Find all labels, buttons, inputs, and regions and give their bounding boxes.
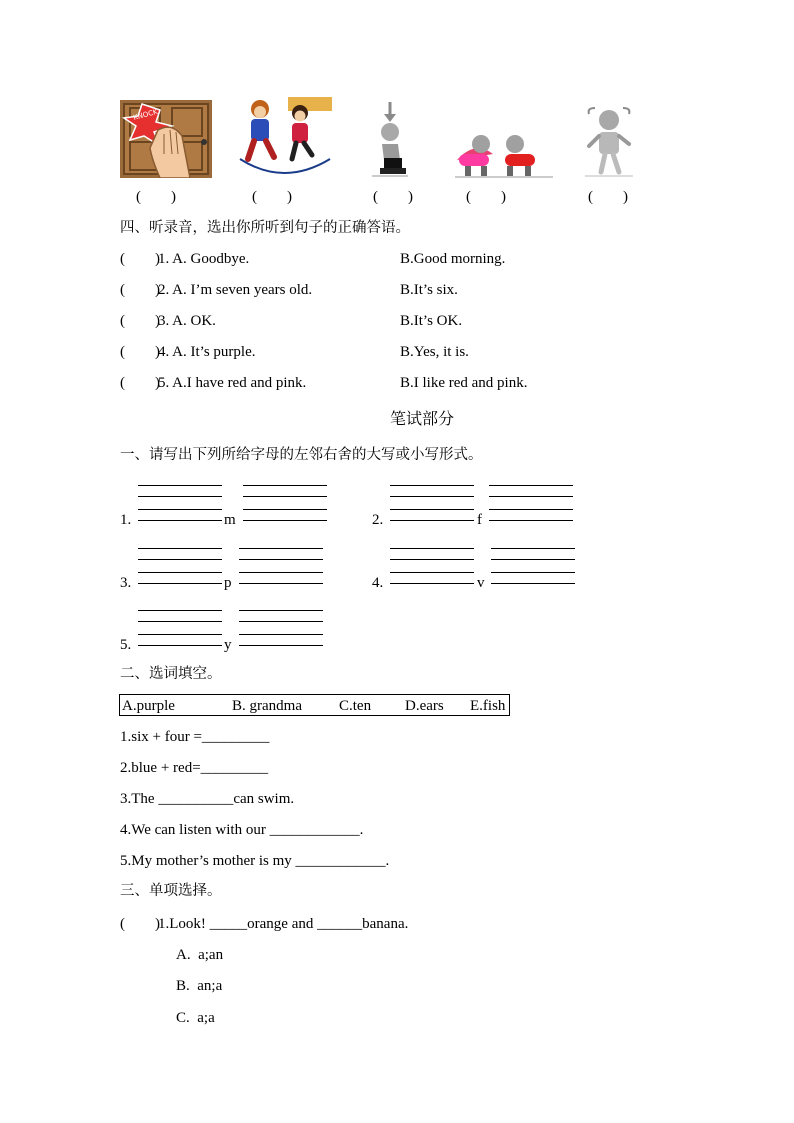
- mc-choice[interactable]: C. a;a: [176, 1010, 215, 1026]
- writing-line[interactable]: [390, 559, 474, 560]
- picture-answer-paren[interactable]: ( ): [466, 189, 506, 205]
- given-letter: m: [224, 512, 236, 528]
- given-letter: y: [224, 637, 232, 653]
- word-option: D.ears: [405, 698, 444, 714]
- word-bank-box: [119, 694, 510, 716]
- option-a: 1. A. Goodbye.: [158, 251, 250, 267]
- writing-line[interactable]: [239, 610, 323, 611]
- picture-sit-down: [370, 100, 410, 178]
- answer-paren[interactable]: ( ): [120, 375, 160, 391]
- fill-question[interactable]: 4.We can listen with our ____________.: [120, 822, 364, 838]
- given-letter: f: [477, 512, 482, 528]
- writing-line[interactable]: [239, 645, 323, 646]
- part1-heading: 一、请写出下列所给字母的左邻右舍的大写或小写形式。: [120, 447, 483, 463]
- writing-line[interactable]: [390, 572, 474, 573]
- option-b: B.Good morning.: [400, 251, 506, 267]
- mc-choice[interactable]: A. a;an: [176, 947, 224, 963]
- option-a: 2. A. I’m seven years old.: [158, 282, 313, 298]
- writing-line[interactable]: [138, 621, 222, 622]
- letter-item-number: 2.: [372, 512, 384, 528]
- word-option: E.fish: [470, 698, 506, 714]
- letter-item-number: 3.: [120, 575, 132, 591]
- written-part-title: 笔试部分: [390, 409, 455, 428]
- picture-touch-toes: [455, 130, 553, 178]
- option-a: 4. A. It’s purple.: [158, 344, 256, 360]
- writing-line[interactable]: [138, 548, 222, 549]
- word-option: B. grandma: [232, 698, 302, 714]
- answer-paren[interactable]: ( ): [120, 916, 160, 932]
- writing-line[interactable]: [138, 645, 222, 646]
- writing-line[interactable]: [243, 485, 327, 486]
- writing-line[interactable]: [390, 485, 474, 486]
- fill-question[interactable]: 5.My mother’s mother is my ____________.: [120, 853, 390, 869]
- picture-answer-paren[interactable]: ( ): [588, 189, 628, 205]
- option-a: 5. A.I have red and pink.: [158, 375, 307, 391]
- writing-line[interactable]: [390, 509, 474, 510]
- writing-line[interactable]: [489, 509, 573, 510]
- option-b: B.Yes, it is.: [400, 344, 469, 360]
- mc-choice[interactable]: B. an;a: [176, 978, 223, 994]
- writing-line[interactable]: [138, 509, 222, 510]
- picture-answer-paren[interactable]: ( ): [252, 189, 292, 205]
- picture-answer-paren[interactable]: ( ): [373, 189, 413, 205]
- answer-paren[interactable]: ( ): [120, 313, 160, 329]
- picture-kids-jumping: [238, 97, 332, 177]
- mc-question: 1.Look! _____orange and ______banana.: [158, 916, 409, 932]
- writing-line[interactable]: [138, 583, 222, 584]
- writing-line[interactable]: [489, 496, 573, 497]
- writing-line[interactable]: [138, 520, 222, 521]
- writing-line[interactable]: [491, 559, 575, 560]
- letter-item-number: 4.: [372, 575, 384, 591]
- writing-line[interactable]: [138, 485, 222, 486]
- writing-line[interactable]: [491, 583, 575, 584]
- writing-line[interactable]: [390, 548, 474, 549]
- option-b: B.I like red and pink.: [400, 375, 528, 391]
- writing-line[interactable]: [239, 621, 323, 622]
- writing-line[interactable]: [138, 496, 222, 497]
- writing-line[interactable]: [138, 559, 222, 560]
- writing-line[interactable]: [390, 583, 474, 584]
- writing-line[interactable]: [243, 496, 327, 497]
- writing-line[interactable]: [390, 520, 474, 521]
- answer-paren[interactable]: ( ): [120, 251, 160, 267]
- writing-line[interactable]: [489, 520, 573, 521]
- picture-turn-around: [583, 104, 635, 178]
- part2-heading: 二、选词填空。: [120, 666, 222, 682]
- fill-question[interactable]: 3.The __________can swim.: [120, 791, 295, 807]
- given-letter: p: [224, 575, 232, 591]
- svg-text:KNOCK: KNOCK: [132, 107, 159, 122]
- answer-paren[interactable]: ( ): [120, 344, 160, 360]
- writing-line[interactable]: [239, 548, 323, 549]
- writing-line[interactable]: [491, 548, 575, 549]
- word-option: A.purple: [122, 698, 175, 714]
- fill-question[interactable]: 2.blue + red=_________: [120, 760, 269, 776]
- writing-line[interactable]: [239, 634, 323, 635]
- section4-heading: 四、听录音，选出你所听到句子的正确答语。: [120, 220, 410, 236]
- writing-line[interactable]: [489, 485, 573, 486]
- writing-line[interactable]: [243, 520, 327, 521]
- picture-knock-door: [120, 100, 212, 178]
- letter-item-number: 1.: [120, 512, 132, 528]
- writing-line[interactable]: [239, 559, 323, 560]
- fill-question[interactable]: 1.six + four =_________: [120, 729, 270, 745]
- letter-item-number: 5.: [120, 637, 132, 653]
- option-a: 3. A. OK.: [158, 313, 216, 329]
- writing-line[interactable]: [138, 610, 222, 611]
- writing-line[interactable]: [138, 634, 222, 635]
- writing-line[interactable]: [491, 572, 575, 573]
- option-b: B.It’s six.: [400, 282, 458, 298]
- writing-line[interactable]: [243, 509, 327, 510]
- given-letter: v: [477, 575, 485, 591]
- writing-line[interactable]: [138, 572, 222, 573]
- picture-answer-paren[interactable]: ( ): [136, 189, 176, 205]
- writing-line[interactable]: [239, 583, 323, 584]
- answer-paren[interactable]: ( ): [120, 282, 160, 298]
- option-b: B.It’s OK.: [400, 313, 463, 329]
- writing-line[interactable]: [239, 572, 323, 573]
- word-option: C.ten: [339, 698, 372, 714]
- writing-line[interactable]: [390, 496, 474, 497]
- part3-heading: 三、单项选择。: [120, 883, 222, 899]
